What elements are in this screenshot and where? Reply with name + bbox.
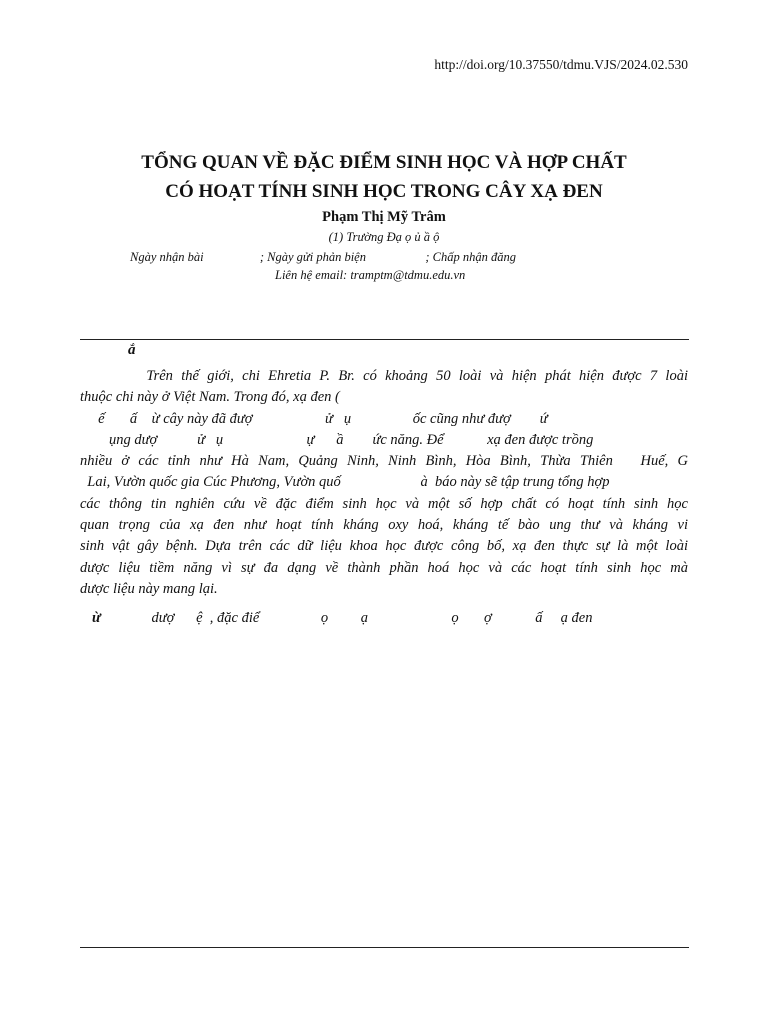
abstract-line: nhiều ở các tỉnh như Hà Nam, Quảng Ninh, Ninh Bình, Hòa Bình, Thừa Thiên Huế, G [80, 453, 688, 470]
abstract-line: dược liệu này mang lại. [80, 580, 218, 597]
bottom-divider [80, 947, 689, 948]
abstract-line: quan trọng của xạ đen như hoạt tính kháng oxy hoá, kháng tế bào ung thư và kháng vi [80, 517, 688, 534]
title-line-2: CÓ HOẠT TÍNH SINH HỌC TRONG CÂY XẠ ĐEN [165, 181, 603, 202]
abstract-body [80, 366, 688, 600]
author-name: Phạm Thị Mỹ Trâm [322, 209, 446, 225]
affiliation: (1) Trường Đạ ọ ủ ầ ộ [328, 230, 440, 244]
abstract-line: các thông tin nghiên cứu về đặc điểm sinh học và một số hợp chất có hoạt tính sinh học [80, 495, 688, 512]
abstract-line: ụng dượ ử ụ ự ầ ức năng. Để xạ đen được trồng [80, 431, 594, 448]
top-divider [80, 339, 689, 340]
abstract-line: dược liệu tiềm năng vì sự đa dạng về thành phần hoá học và các hoạt tính sinh học mà [80, 559, 688, 576]
abstract-line: ế ấ ừ cây này đã đượ ử ụ ốc cũng như đượ ứ [80, 410, 548, 427]
keywords [92, 610, 592, 627]
abstract-line: thuộc chi này ở Việt Nam. Trong đó, xạ đen ( [80, 389, 340, 406]
abstract-line: Lai, Vườn quốc gia Cúc Phương, Vườn quố à báo này sẽ tập trung tổng hợp [80, 474, 610, 491]
doi-link[interactable]: http://doi.org/10.37550/tdmu.VJS/2024.02.530 [434, 57, 688, 72]
submission-dates: Ngày nhận bài ; Ngày gửi phản biện ; Chấp nhận đăng [130, 250, 516, 264]
abstract-line: sinh vật gây bệnh. Dựa trên các dữ liệu khoa học được công bố, xạ đen thực sự là một loài [80, 538, 688, 555]
contact-email[interactable]: Liên hệ email: tramptm@tdmu.edu.vn [275, 268, 466, 282]
abstract-line: Trên thế giới, chi Ehretia P. Br. có khoảng 50 loài và hiện phát hiện được 7 loài [80, 368, 688, 384]
title-line-1: TỔNG QUAN VỀ ĐẶC ĐIỂM SINH HỌC VÀ HỢP CHẤT [141, 152, 627, 173]
keywords-label: ừ [92, 610, 101, 626]
keywords-text: dượ ệ , đặc điể ọ ạ ọ ợ ấ ạ đen [100, 610, 593, 626]
article-title [0, 148, 768, 206]
abstract-heading: ắ [128, 342, 136, 358]
